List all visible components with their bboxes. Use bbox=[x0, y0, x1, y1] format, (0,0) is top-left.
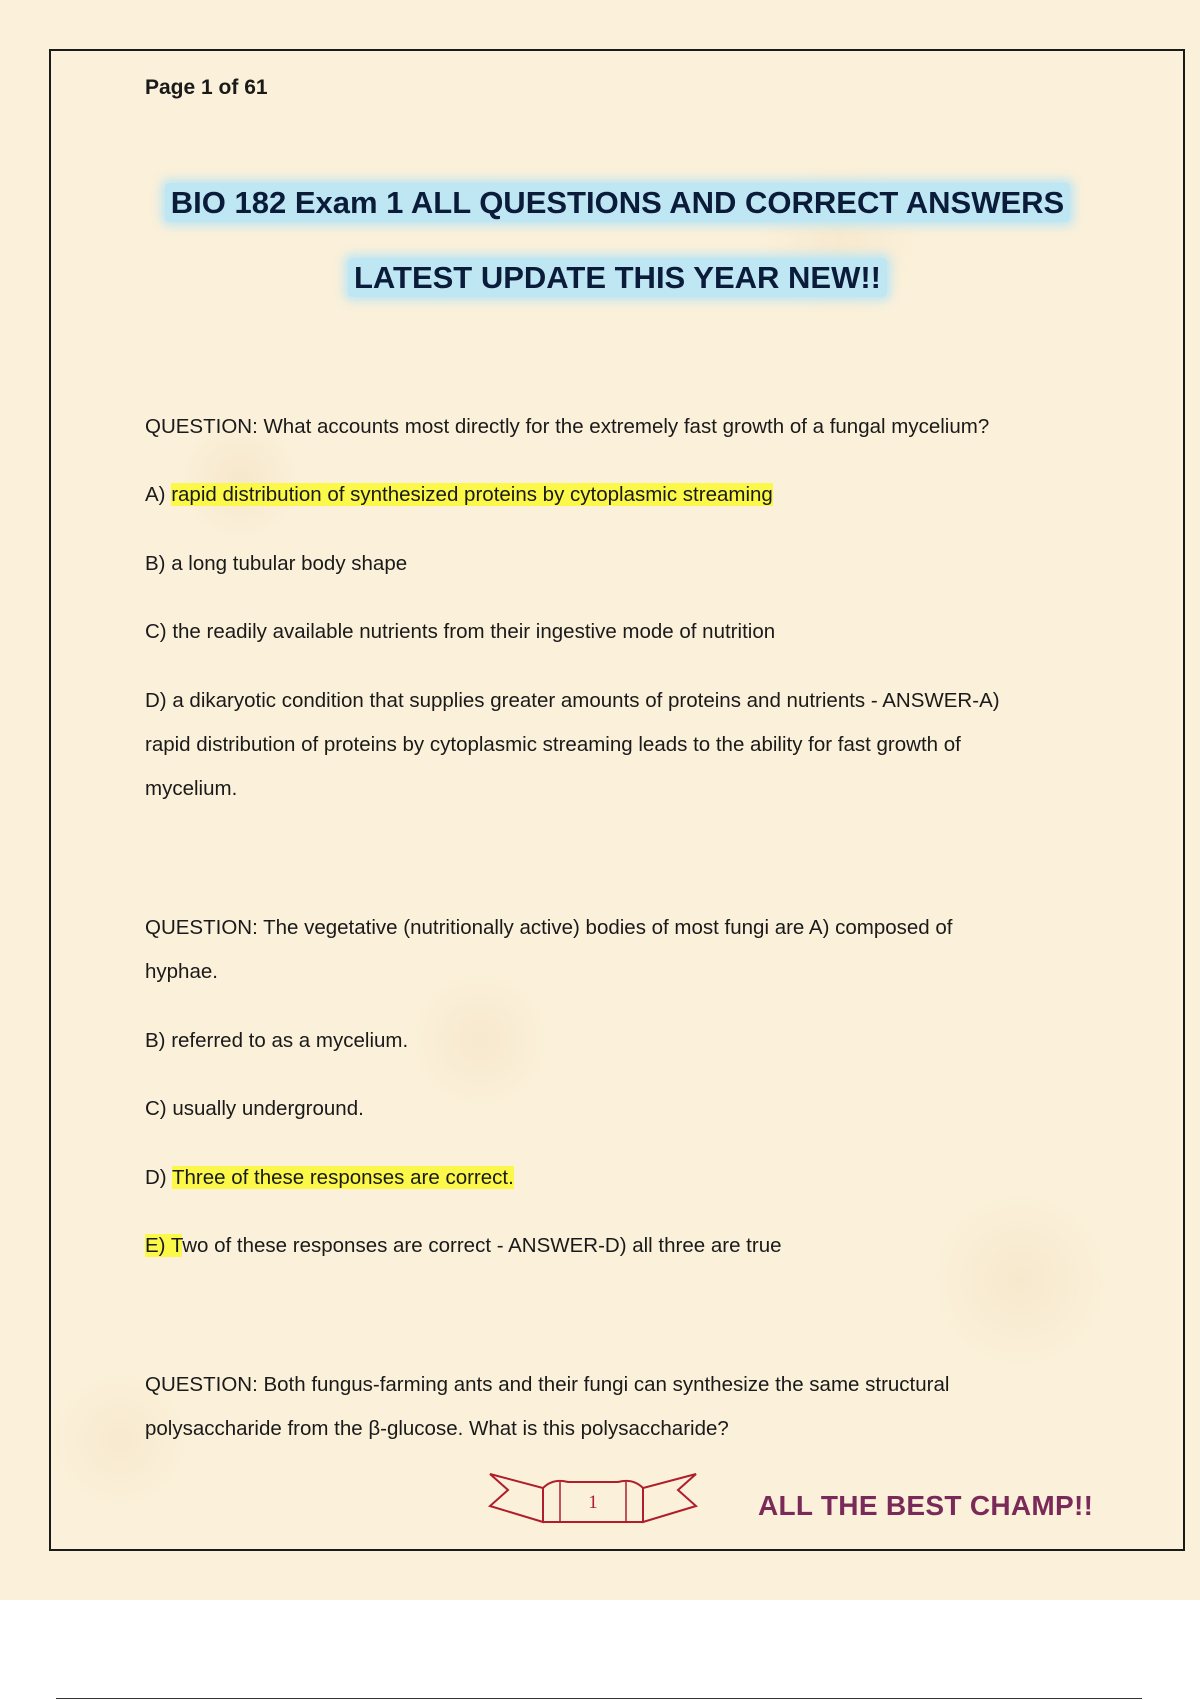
option-d-highlighted: Three of these responses are correct. bbox=[171, 1166, 514, 1189]
footer-page-number: 1 bbox=[588, 1492, 598, 1513]
question-2-option-c: C) usually underground. bbox=[145, 1097, 364, 1120]
option-e-highlighted: E) T bbox=[145, 1234, 183, 1257]
question-1-text: QUESTION: What accounts most directly for the extremely fast growth of a fungal mycelium? bbox=[145, 415, 990, 438]
question-1-answer-line-3: mycelium. bbox=[145, 777, 238, 800]
page-counter: Page 1 of 61 bbox=[145, 76, 268, 99]
document-title bbox=[0, 185, 1200, 221]
option-e-rest: wo of these responses are correct - ANSWER-D) all three are true bbox=[182, 1234, 782, 1257]
question-3-text-line-2: polysaccharide from the β-glucose. What is this polysaccharide? bbox=[145, 1417, 729, 1440]
question-1-option-a bbox=[145, 483, 773, 507]
question-2-text: QUESTION: The vegetative (nutritionally active) bodies of most fungi are A) composed of bbox=[145, 916, 953, 939]
title-line-2: LATEST UPDATE THIS YEAR NEW!! bbox=[348, 258, 887, 297]
option-d-prefix: D) bbox=[145, 1166, 172, 1189]
page-number-ribbon bbox=[488, 1468, 698, 1530]
title-line-1: BIO 182 Exam 1 ALL QUESTIONS AND CORRECT ANSWERS bbox=[165, 183, 1070, 222]
question-2-option-b: B) referred to as a mycelium. bbox=[145, 1029, 409, 1052]
bottom-divider bbox=[56, 1698, 1142, 1699]
document-subtitle bbox=[0, 260, 1200, 296]
question-2-option-e bbox=[145, 1234, 782, 1258]
question-1-option-d: D) a dikaryotic condition that supplies greater amounts of proteins and nutrients - ANSWER-A) bbox=[145, 689, 1000, 712]
question-3-text: QUESTION: Both fungus-farming ants and their fungi can synthesize the same structural bbox=[145, 1373, 950, 1396]
option-a-prefix: A) bbox=[145, 483, 172, 506]
footer-slogan: ALL THE BEST CHAMP!! bbox=[758, 1490, 1094, 1521]
question-2-option-d bbox=[145, 1166, 514, 1190]
question-1-option-c: C) the readily available nutrients from their ingestive mode of nutrition bbox=[145, 620, 776, 643]
question-1-answer-line-2: rapid distribution of proteins by cytoplasmic streaming leads to the ability for fast growth of bbox=[145, 733, 961, 756]
question-2-text-line-2: hyphae. bbox=[145, 960, 218, 983]
question-1-option-b: B) a long tubular body shape bbox=[145, 552, 408, 575]
option-a-highlighted: rapid distribution of synthesized proteins by cytoplasmic streaming bbox=[171, 483, 773, 506]
